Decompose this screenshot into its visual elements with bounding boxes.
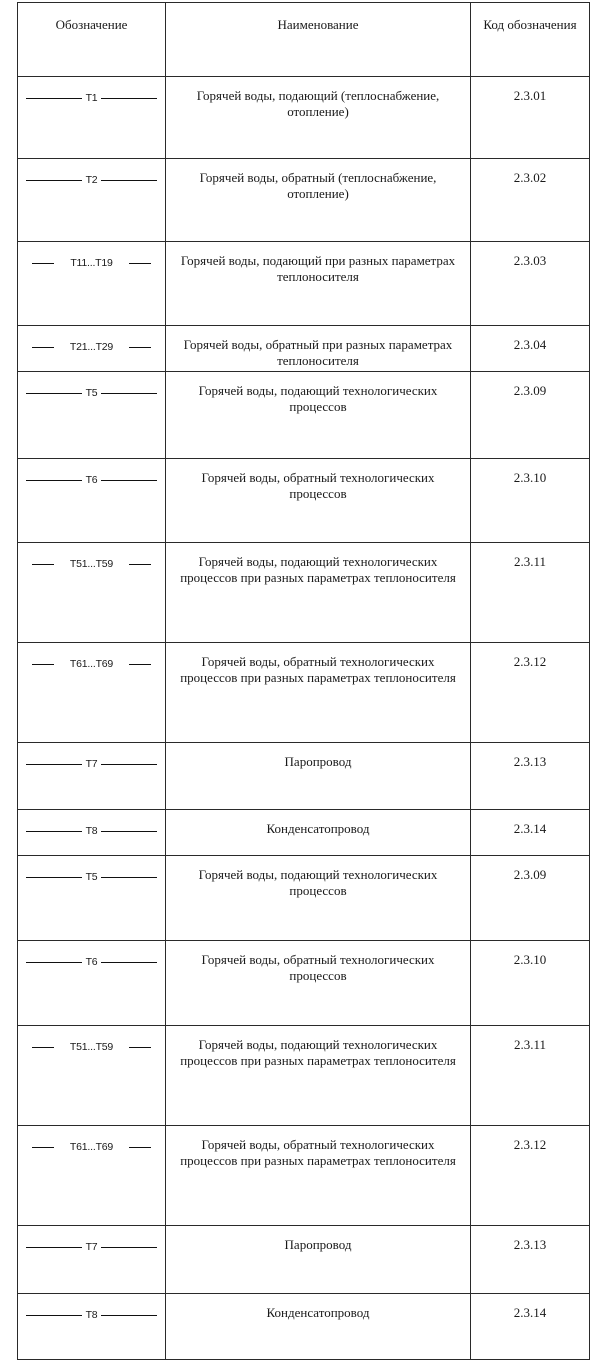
pipeline-line-symbol (18, 173, 165, 187)
symbol-cell (18, 326, 166, 372)
table-row (18, 810, 590, 856)
symbol-label: T21...T29 (69, 341, 114, 353)
pipeline-line-symbol (18, 824, 165, 838)
code-cell: 2.3.12 (471, 1126, 590, 1226)
symbol-label: T8 (85, 1309, 98, 1321)
code-cell: 2.3.09 (471, 856, 590, 941)
code-cell: 2.3.13 (471, 743, 590, 810)
table-row (18, 372, 590, 459)
name-cell: Конденсатопровод (166, 1294, 471, 1360)
symbol-label: T7 (85, 758, 98, 770)
code-cell: 2.3.10 (471, 459, 590, 543)
code-cell: 2.3.10 (471, 941, 590, 1026)
symbol-cell (18, 643, 166, 743)
code-cell: 2.3.01 (471, 77, 590, 159)
table-row (18, 459, 590, 543)
symbol-cell (18, 372, 166, 459)
name-cell: Горячей воды, подающий технологических процессов при разных параметрах теплоносителя (166, 1026, 471, 1126)
code-cell: 2.3.04 (471, 326, 590, 372)
pipeline-line-symbol (18, 1140, 165, 1154)
symbol-cell (18, 77, 166, 159)
pipeline-line-symbol (18, 340, 165, 354)
code-cell: 2.3.11 (471, 543, 590, 643)
symbol-label: T5 (85, 871, 98, 883)
symbol-cell (18, 159, 166, 242)
code-cell: 2.3.12 (471, 643, 590, 743)
symbol-label: T61...T69 (69, 658, 114, 670)
name-cell: Горячей воды, подающий технологических процессов (166, 372, 471, 459)
code-cell: 2.3.03 (471, 242, 590, 326)
table-row (18, 1026, 590, 1126)
name-cell: Горячей воды, подающий технологических процессов (166, 856, 471, 941)
symbol-label: T51...T59 (69, 1041, 114, 1053)
symbol-cell (18, 856, 166, 941)
table-row (18, 242, 590, 326)
symbol-label: T1 (85, 92, 98, 104)
symbol-label: T7 (85, 1241, 98, 1253)
symbol-label: T51...T59 (69, 558, 114, 570)
symbol-cell (18, 810, 166, 856)
pipeline-symbols-table (17, 2, 590, 1360)
symbol-cell (18, 1226, 166, 1294)
code-cell: 2.3.14 (471, 810, 590, 856)
table-row (18, 743, 590, 810)
header-designation: Обозначение (18, 3, 166, 77)
symbol-cell (18, 743, 166, 810)
symbol-label: T6 (85, 474, 98, 486)
header-name: Наименование (166, 3, 471, 77)
pipeline-line-symbol (18, 1240, 165, 1254)
pipeline-line-symbol (18, 657, 165, 671)
table-row (18, 1126, 590, 1226)
table-row (18, 856, 590, 941)
header-code: Код обозначения (471, 3, 590, 77)
symbol-cell (18, 543, 166, 643)
pipeline-line-symbol (18, 91, 165, 105)
name-cell: Горячей воды, обратный технологических процессов при разных параметрах теплоносителя (166, 1126, 471, 1226)
symbol-label: T5 (85, 387, 98, 399)
table-row (18, 159, 590, 242)
pipeline-line-symbol (18, 473, 165, 487)
table-row (18, 1226, 590, 1294)
pipeline-line-symbol (18, 1040, 165, 1054)
symbol-label: T61...T69 (69, 1141, 114, 1153)
name-cell: Горячей воды, подающий технологических процессов при разных параметрах теплоносителя (166, 543, 471, 643)
name-cell: Паропровод (166, 1226, 471, 1294)
name-cell: Горячей воды, подающий при разных параметрах теплоносителя (166, 242, 471, 326)
name-cell: Горячей воды, обратный технологических процессов (166, 941, 471, 1026)
pipeline-line-symbol (18, 386, 165, 400)
header-row (18, 3, 590, 77)
table-row (18, 1294, 590, 1360)
pipeline-line-symbol (18, 757, 165, 771)
pipeline-line-symbol (18, 557, 165, 571)
symbol-cell (18, 1126, 166, 1226)
name-cell: Горячей воды, подающий (теплоснабжение, отопление) (166, 77, 471, 159)
symbol-label: T8 (85, 825, 98, 837)
name-cell: Конденсатопровод (166, 810, 471, 856)
table-row (18, 941, 590, 1026)
name-cell: Горячей воды, обратный технологических процессов при разных параметрах теплоносителя (166, 643, 471, 743)
table-row (18, 77, 590, 159)
symbol-label: T6 (85, 956, 98, 968)
code-cell: 2.3.13 (471, 1226, 590, 1294)
name-cell: Горячей воды, обратный (теплоснабжение, отопление) (166, 159, 471, 242)
symbol-cell (18, 1026, 166, 1126)
symbol-label: T2 (85, 174, 98, 186)
name-cell: Паропровод (166, 743, 471, 810)
symbol-cell (18, 1294, 166, 1360)
pipeline-line-symbol (18, 955, 165, 969)
symbol-cell (18, 242, 166, 326)
symbol-cell (18, 459, 166, 543)
code-cell: 2.3.11 (471, 1026, 590, 1126)
pipeline-line-symbol (18, 870, 165, 884)
code-cell: 2.3.02 (471, 159, 590, 242)
name-cell: Горячей воды, обратный технологических процессов (166, 459, 471, 543)
code-cell: 2.3.09 (471, 372, 590, 459)
name-cell: Горячей воды, обратный при разных параметрах теплоносителя (166, 326, 471, 372)
table-row (18, 326, 590, 372)
table-row (18, 643, 590, 743)
pipeline-line-symbol (18, 1308, 165, 1322)
symbol-label: T11...T19 (70, 257, 113, 269)
table-row (18, 543, 590, 643)
symbol-cell (18, 941, 166, 1026)
pipeline-line-symbol (18, 256, 165, 270)
code-cell: 2.3.14 (471, 1294, 590, 1360)
